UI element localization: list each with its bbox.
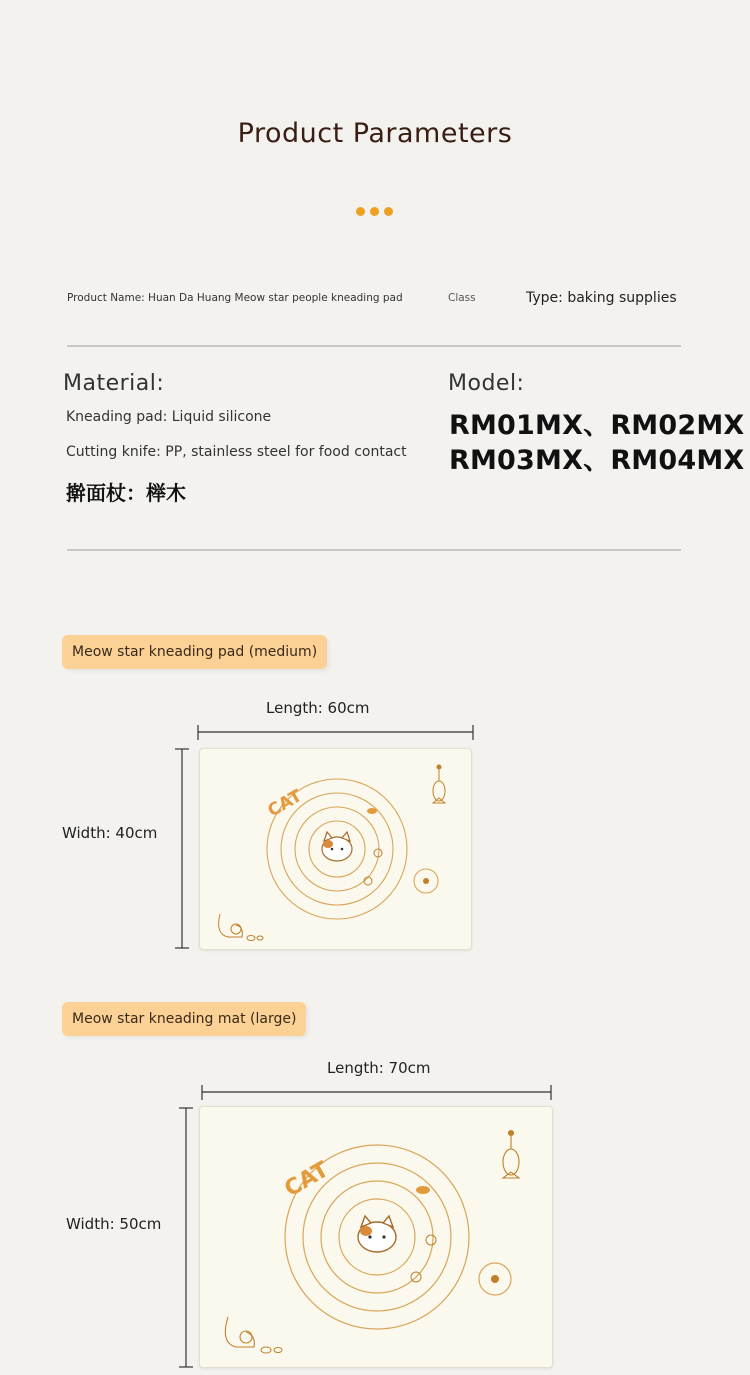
material-heading: Material: xyxy=(63,371,165,396)
product-type: Type: baking supplies xyxy=(526,290,677,306)
sitting-cat-icon xyxy=(225,1317,254,1347)
sitting-cat-icon xyxy=(219,914,243,937)
kneading-mat-large-image xyxy=(199,1106,553,1368)
kneading-pad-medium-image xyxy=(199,748,472,950)
divider xyxy=(67,345,681,347)
length-label: Length: 60cm xyxy=(266,699,370,717)
model-heading: Model: xyxy=(448,371,525,396)
product-tag-large: Meow star kneading mat (large) xyxy=(62,1002,306,1036)
cat-text: CAT xyxy=(280,1157,334,1203)
dot-icon xyxy=(356,207,365,216)
width-label: Width: 40cm xyxy=(62,824,158,842)
fish-icon xyxy=(503,1131,519,1179)
cat-face-icon xyxy=(358,1216,396,1252)
divider xyxy=(67,549,681,551)
material-line-pad: Kneading pad: Liquid silicone xyxy=(66,409,272,425)
class-label: Class xyxy=(448,292,476,304)
fish-icon xyxy=(433,765,445,803)
mat-graphic xyxy=(200,1107,552,1367)
product-name: Product Name: Huan Da Huang Meow star people kneading pad xyxy=(67,292,403,304)
length-label: Length: 70cm xyxy=(327,1059,431,1077)
model-line-1: RM01MX、RM02MX xyxy=(449,410,745,441)
dot-icon xyxy=(384,207,393,216)
dot-icon xyxy=(370,207,379,216)
cat-text: CAT xyxy=(264,786,306,822)
width-dimension-line xyxy=(176,1107,196,1369)
width-label: Width: 50cm xyxy=(66,1215,162,1233)
model-line-2: RM03MX、RM04MX xyxy=(449,445,745,476)
length-dimension-line xyxy=(197,722,475,742)
length-dimension-line xyxy=(201,1082,553,1102)
mat-graphic xyxy=(200,749,471,949)
material-line-rolling-pin: 擀面杖：榉木 xyxy=(66,481,186,505)
material-line-knife: Cutting knife: PP, stainless steel for food contact xyxy=(66,444,407,460)
width-dimension-line xyxy=(172,748,192,950)
title-dots-decoration xyxy=(356,207,393,216)
product-tag-medium: Meow star kneading pad (medium) xyxy=(62,635,327,669)
cat-face-icon xyxy=(322,832,352,861)
page-title: Product Parameters xyxy=(237,118,513,149)
